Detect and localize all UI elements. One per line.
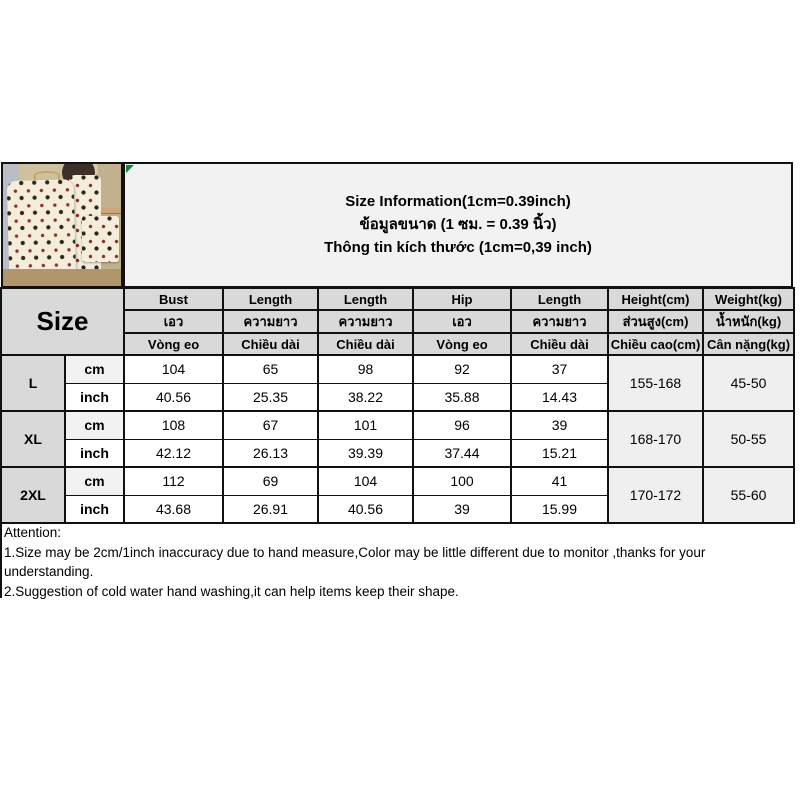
header-bust-en: Bust (124, 288, 223, 310)
value-cell: 26.13 (223, 439, 318, 467)
header-length1-vi: Chiều dài (223, 333, 318, 355)
header-bust-th: เอว (124, 310, 223, 333)
weight-range-cell: 45-50 (703, 355, 794, 411)
header-length2-en: Length (318, 288, 413, 310)
unit-label-inch: inch (65, 495, 124, 523)
header-weight-en: Weight(kg) (703, 288, 794, 310)
header-weight-vi: Cân nặng(kg) (703, 333, 794, 355)
unit-label-inch: inch (65, 439, 124, 467)
title-box (123, 162, 793, 288)
value-cell: 108 (124, 411, 223, 439)
value-cell: 96 (413, 411, 511, 439)
header-length3-vi: Chiều dài (511, 333, 608, 355)
header-length2-th: ความยาว (318, 310, 413, 333)
value-cell: 92 (413, 355, 511, 383)
attention-notes (4, 523, 796, 601)
title-th: ข้อมูลขนาด (1 ซม. = 0.39 นิ้ว) (359, 216, 557, 233)
pajama-shorts (82, 216, 119, 261)
left-gridline (0, 521, 2, 598)
value-cell: 104 (318, 467, 413, 495)
value-cell: 69 (223, 467, 318, 495)
value-cell: 43.68 (124, 495, 223, 523)
value-cell: 104 (124, 355, 223, 383)
unit-label-inch: inch (65, 383, 124, 411)
product-photo (1, 162, 123, 288)
value-cell: 40.56 (318, 495, 413, 523)
weight-range-cell: 55-60 (703, 467, 794, 523)
header-weight-th: น้ำหนัก(kg) (703, 310, 794, 333)
value-cell: 15.21 (511, 439, 608, 467)
value-cell: 39 (413, 495, 511, 523)
height-range-cell: 155-168 (608, 355, 703, 411)
header-bust-vi: Vòng eo (124, 333, 223, 355)
header-length3-en: Length (511, 288, 608, 310)
title-en: Size Information(1cm=0.39inch) (345, 193, 571, 210)
height-range-cell: 170-172 (608, 467, 703, 523)
size-row-label: L (1, 355, 65, 411)
size-row-label: 2XL (1, 467, 65, 523)
height-range-cell: 168-170 (608, 411, 703, 467)
unit-label-cm: cm (65, 467, 124, 495)
header-length1-en: Length (223, 288, 318, 310)
header-height-en: Height(cm) (608, 288, 703, 310)
value-cell: 38.22 (318, 383, 413, 411)
header-height-th: ส่วนสูง(cm) (608, 310, 703, 333)
size-table (0, 287, 795, 524)
value-cell: 112 (124, 467, 223, 495)
value-cell: 26.91 (223, 495, 318, 523)
header-length3-th: ความยาว (511, 310, 608, 333)
title-vi: Thông tin kích thước (1cm=0,39 inch) (324, 239, 592, 256)
weight-range-cell: 50-55 (703, 411, 794, 467)
size-row-label: XL (1, 411, 65, 467)
header-length2-vi: Chiều dài (318, 333, 413, 355)
header-hip-vi: Vòng eo (413, 333, 511, 355)
value-cell: 35.88 (413, 383, 511, 411)
polka-dot-nightgown (6, 179, 76, 286)
value-cell: 67 (223, 411, 318, 439)
value-cell: 37.44 (413, 439, 511, 467)
value-cell: 100 (413, 467, 511, 495)
attention-line-2: 2.Suggestion of cold water hand washing,it can help items keep their shape. (4, 583, 459, 599)
value-cell: 39 (511, 411, 608, 439)
header-hip-en: Hip (413, 288, 511, 310)
value-cell: 101 (318, 411, 413, 439)
value-cell: 41 (511, 467, 608, 495)
header-height-vi: Chiều cao(cm) (608, 333, 703, 355)
value-cell: 39.39 (318, 439, 413, 467)
unit-label-cm: cm (65, 355, 124, 383)
value-cell: 65 (223, 355, 318, 383)
size-header: Size (1, 288, 124, 355)
value-cell: 14.43 (511, 383, 608, 411)
value-cell: 98 (318, 355, 413, 383)
value-cell: 37 (511, 355, 608, 383)
header-hip-th: เอว (413, 310, 511, 333)
header-length1-th: ความยาว (223, 310, 318, 333)
hanger-icon (34, 171, 60, 180)
cell-error-indicator-icon (126, 165, 134, 173)
attention-heading: Attention: (4, 525, 62, 540)
value-cell: 25.35 (223, 383, 318, 411)
value-cell: 40.56 (124, 383, 223, 411)
value-cell: 15.99 (511, 495, 608, 523)
unit-label-cm: cm (65, 411, 124, 439)
attention-line-1: 1.Size may be 2cm/1inch inaccuracy due to hand measure,Color may be little different due to monitor ,thanks for your understanding. (4, 544, 706, 579)
value-cell: 42.12 (124, 439, 223, 467)
